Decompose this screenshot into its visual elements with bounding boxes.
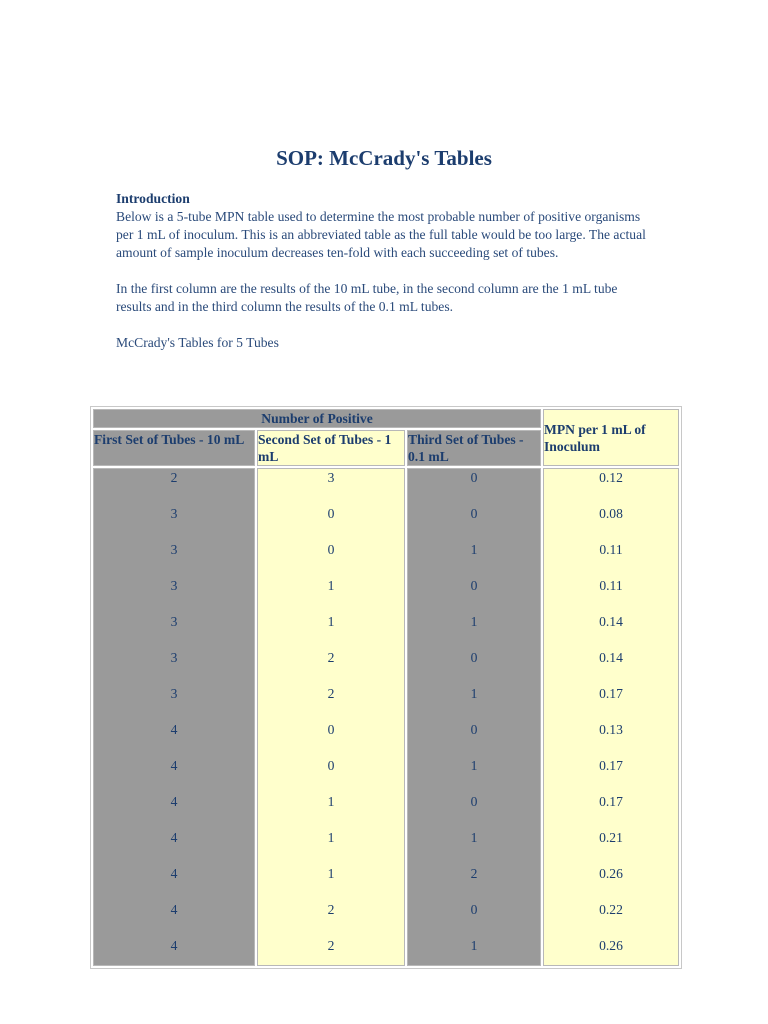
table-cell: 1 xyxy=(327,578,335,593)
table-cell: 4 xyxy=(170,938,178,953)
table-cell: 3 xyxy=(170,614,178,629)
table-cell: 0.17 xyxy=(599,794,623,809)
table-cell: 4 xyxy=(170,758,178,773)
table-cell: 1 xyxy=(327,830,335,845)
table-cell: 0 xyxy=(470,902,478,917)
table-cell: 0.26 xyxy=(599,866,623,881)
table-cell: 0 xyxy=(327,506,335,521)
table-cell: 1 xyxy=(470,542,478,557)
table-cell: 4 xyxy=(170,866,178,881)
table-cell: 0.17 xyxy=(599,686,623,701)
table-cell: 3 xyxy=(170,506,178,521)
table-cell: 1 xyxy=(470,830,478,845)
table-cell: 1 xyxy=(470,614,478,629)
table-body-row xyxy=(93,468,679,966)
table-cell: 1 xyxy=(470,686,478,701)
table-cell: 2 xyxy=(470,866,478,881)
intro-paragraph-2: In the first column are the results of the 10 mL tube, in the second column are the 1 mL tube results and in the third column the results of the 0.1 mL tubes. xyxy=(116,281,618,314)
table-cell: 0.21 xyxy=(599,830,623,845)
table-cell: 3 xyxy=(170,542,178,557)
table-cell: 3 xyxy=(170,650,178,665)
table-cell: 0 xyxy=(327,722,335,737)
table-cell: 1 xyxy=(327,614,335,629)
table-cell: 0 xyxy=(470,470,478,485)
table-cell: 1 xyxy=(470,938,478,953)
intro-paragraph-1: Below is a 5-tube MPN table used to determine the most probable number of positive organisms per 1 mL of inoculum. This is an abbreviated table as the full table would be too large. The actual amount of sample inoculum decreases ten-fold with each succeeding set of tubes. xyxy=(116,209,646,260)
table-cell: 2 xyxy=(327,902,335,917)
table-cell: 3 xyxy=(170,578,178,593)
table-cell: 3 xyxy=(170,686,178,701)
column-third-set xyxy=(407,468,541,966)
table-cell: 0 xyxy=(327,758,335,773)
column-first-set xyxy=(93,468,255,966)
table-cell: 1 xyxy=(327,794,335,809)
table-cell: 2 xyxy=(327,650,335,665)
table-cell: 0 xyxy=(470,722,478,737)
table-cell: 4 xyxy=(170,902,178,917)
table-cell: 0.22 xyxy=(599,902,623,917)
header-mpn: MPN per 1 mL of Inoculum xyxy=(543,409,679,466)
mpn-table-container xyxy=(90,406,680,969)
table-cell: 2 xyxy=(327,938,335,953)
table-cell: 4 xyxy=(170,794,178,809)
table-cell: 0 xyxy=(470,578,478,593)
mpn-table xyxy=(90,406,682,969)
intro-heading: Introduction xyxy=(116,191,190,206)
table-cell: 0.11 xyxy=(599,578,623,593)
table-cell: 1 xyxy=(327,866,335,881)
header-first-set: First Set of Tubes - 10 mL xyxy=(93,430,255,466)
column-mpn xyxy=(543,468,679,966)
table-cell: 3 xyxy=(327,470,335,485)
table-cell: 1 xyxy=(470,758,478,773)
table-cell: 0.13 xyxy=(599,722,623,737)
table-cell: 0 xyxy=(470,650,478,665)
table-cell: 0.17 xyxy=(599,758,623,773)
table-cell: 2 xyxy=(170,470,178,485)
table-cell: 0 xyxy=(470,794,478,809)
table-cell: 0 xyxy=(327,542,335,557)
table-cell: 0 xyxy=(470,506,478,521)
group-header-number-positive: Number of Positive xyxy=(93,409,541,428)
table-cell: 0.26 xyxy=(599,938,623,953)
table-cell: 0.08 xyxy=(599,506,623,521)
column-second-set xyxy=(257,468,405,966)
page-title: SOP: McCrady's Tables xyxy=(276,146,492,170)
table-cell: 4 xyxy=(170,722,178,737)
intro-section xyxy=(116,190,656,370)
table-cell: 0.11 xyxy=(599,542,623,557)
table-cell: 2 xyxy=(327,686,335,701)
table-caption: McCrady's Tables for 5 Tubes xyxy=(116,335,279,350)
header-third-set: Third Set of Tubes - 0.1 mL xyxy=(407,430,541,466)
table-cell: 4 xyxy=(170,830,178,845)
table-cell: 0.14 xyxy=(599,614,623,629)
table-cell: 0.14 xyxy=(599,650,623,665)
table-cell: 0.12 xyxy=(599,470,623,485)
header-second-set: Second Set of Tubes - 1 mL xyxy=(257,430,405,466)
